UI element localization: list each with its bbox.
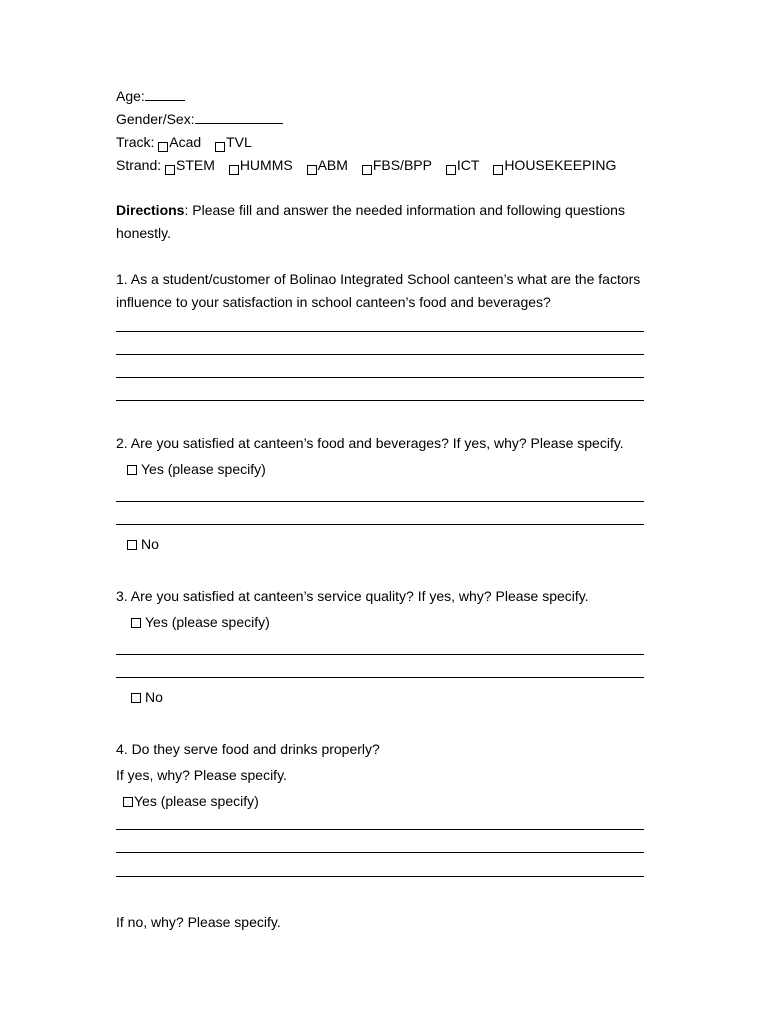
answer-line[interactable] xyxy=(116,331,644,332)
checkbox-icon[interactable] xyxy=(493,165,503,175)
question-3: 3. Are you satisfied at canteen’s service quality? If yes, why? Please specify. xyxy=(116,588,589,604)
gender-label: Gender/Sex: xyxy=(116,111,195,127)
track-field xyxy=(116,133,262,152)
checkbox-icon[interactable] xyxy=(215,142,225,152)
gender-field xyxy=(116,110,283,128)
question-4-no-prompt: If no, why? Please specify. xyxy=(116,914,281,930)
strand-label: Strand: xyxy=(116,157,162,173)
q4-yes-option[interactable]: Yes (please specify) xyxy=(123,792,259,810)
question-1-line2: influence to your satisfaction in school canteen’s food and beverages? xyxy=(116,294,551,310)
age-blank[interactable] xyxy=(145,88,185,101)
answer-line[interactable] xyxy=(116,524,644,525)
directions-line1: Directions: Please fill and answer the needed information and following questions xyxy=(116,202,625,218)
question-2: 2. Are you satisfied at canteen’s food and beverages? If yes, why? Please specify. xyxy=(116,435,624,451)
strand-option-ict[interactable]: ICT xyxy=(446,157,480,173)
strand-option-abm[interactable]: ABM xyxy=(307,157,348,173)
checkbox-icon[interactable] xyxy=(362,165,372,175)
checkbox-icon[interactable] xyxy=(165,165,175,175)
track-label: Track: xyxy=(116,134,155,150)
answer-line[interactable] xyxy=(116,654,644,655)
checkbox-icon[interactable] xyxy=(158,142,168,152)
question-4-sub: If yes, why? Please specify. xyxy=(116,767,287,783)
checkbox-icon[interactable] xyxy=(229,165,239,175)
track-option-tvl[interactable]: TVL xyxy=(215,134,252,150)
directions-line2: honestly. xyxy=(116,225,171,241)
gender-blank[interactable] xyxy=(195,111,283,124)
answer-line[interactable] xyxy=(116,876,644,877)
strand-option-housekeeping[interactable]: HOUSEKEEPING xyxy=(493,157,616,173)
strand-option-fbs-bpp[interactable]: FBS/BPP xyxy=(362,157,432,173)
question-4: 4. Do they serve food and drinks properly? xyxy=(116,741,380,757)
age-field xyxy=(116,87,185,105)
q2-no-option[interactable]: No xyxy=(127,535,159,553)
answer-line[interactable] xyxy=(116,501,644,502)
checkbox-icon[interactable] xyxy=(446,165,456,175)
answer-line[interactable] xyxy=(116,829,644,830)
q3-yes-option[interactable]: Yes (please specify) xyxy=(131,613,270,631)
checkbox-icon[interactable] xyxy=(127,465,137,475)
strand-option-stem[interactable]: STEM xyxy=(165,157,215,173)
answer-line[interactable] xyxy=(116,354,644,355)
answer-line[interactable] xyxy=(116,400,644,401)
checkbox-icon[interactable] xyxy=(131,618,141,628)
q2-yes-option[interactable]: Yes (please specify) xyxy=(127,460,266,478)
checkbox-icon[interactable] xyxy=(127,540,137,550)
checkbox-icon[interactable] xyxy=(131,693,141,703)
answer-line[interactable] xyxy=(116,377,644,378)
directions-label: Directions xyxy=(116,202,185,218)
strand-field xyxy=(116,156,626,175)
age-label: Age: xyxy=(116,88,145,104)
strand-option-humms[interactable]: HUMMS xyxy=(229,157,293,173)
answer-line[interactable] xyxy=(116,677,644,678)
q3-no-option[interactable]: No xyxy=(131,688,163,706)
question-1-line1: 1. As a student/customer of Bolinao Integrated School canteen’s what are the factors xyxy=(116,271,641,287)
answer-line[interactable] xyxy=(116,852,644,853)
track-option-acad[interactable]: Acad xyxy=(158,134,201,150)
checkbox-icon[interactable] xyxy=(307,165,317,175)
checkbox-icon[interactable] xyxy=(123,797,133,807)
